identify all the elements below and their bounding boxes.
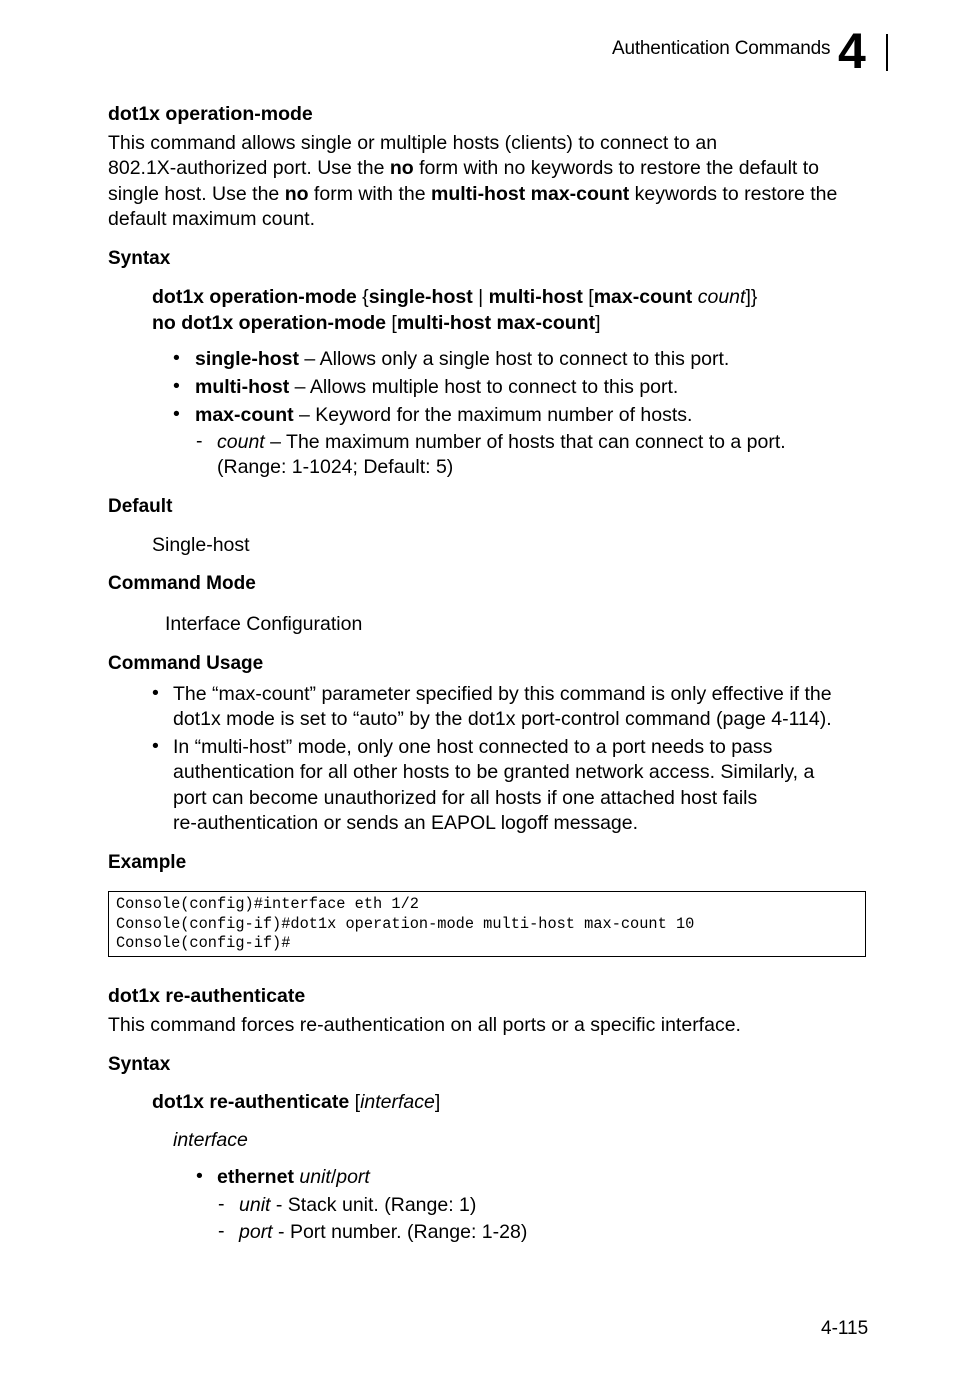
command-mode-heading: Command Mode <box>108 573 256 594</box>
keyword-text: ethernet <box>217 1166 294 1188</box>
sub-param-line <box>217 455 786 480</box>
keyword-text: no dot1x operation-mode <box>152 312 386 334</box>
usage-item <box>173 735 814 836</box>
example-heading: Example <box>108 852 187 873</box>
section2-intro: This command forces re-authentication on all ports or a specific interface. <box>108 1014 741 1036</box>
code-line: Console(config-if)# <box>116 934 291 953</box>
intro-line <box>108 156 837 181</box>
argument-text: interface <box>360 1091 435 1113</box>
usage-line: re-authentication or sends an EAPOL logoff message. <box>173 811 639 834</box>
body-text: | <box>472 286 489 308</box>
dash-marker: - <box>218 1220 225 1242</box>
argument-text: count <box>217 431 265 453</box>
section-heading-re-authenticate: dot1x re-authenticate <box>108 985 306 1007</box>
keyword-text: max-count <box>195 404 294 426</box>
keyword-text: dot1x operation-mode <box>152 286 357 308</box>
keyword-text: multi-host <box>195 376 290 398</box>
body-text: – Keyword for the maximum number of hosts. <box>293 404 693 426</box>
body-text: ] <box>595 312 601 334</box>
body-text: form with the <box>308 182 431 205</box>
argument-text: count <box>697 286 746 308</box>
section-heading-operation-mode: dot1x operation-mode <box>108 103 313 125</box>
bullet-dot: • <box>196 1165 203 1187</box>
argument-text: unit <box>299 1166 331 1188</box>
body-text: (Range: 1-1024; Default: 5) <box>217 456 454 479</box>
keyword-text: max-count <box>593 286 693 308</box>
usage-line: authentication for all other hosts to be granted network access. Similarly, a <box>173 761 815 784</box>
argument-text: unit <box>239 1194 271 1216</box>
running-header-title: Authentication Commands <box>612 38 831 59</box>
syntax-heading: Syntax <box>108 248 171 269</box>
body-text: This command allows single or multiple hosts (clients) to connect to an <box>108 132 718 154</box>
usage-line: The “max-count” parameter specified by this command is only effective if the <box>173 683 832 705</box>
param-name-interface: interface <box>173 1129 248 1151</box>
command-usage-heading: Command Usage <box>108 653 264 674</box>
intro-line <box>108 131 837 156</box>
body-text: keywords to restore the <box>629 182 838 205</box>
body-text: form with no keywords to restore the default to <box>413 157 820 180</box>
keyword-text: single-host <box>195 348 300 370</box>
sub-param-block <box>217 430 786 481</box>
body-text: - Port number. (Range: 1-28) <box>272 1221 528 1243</box>
body-text: single host. Use the <box>108 182 285 205</box>
usage-line: In “multi-host” mode, only one host connected to a port needs to pass <box>173 736 773 758</box>
intro-paragraph <box>108 131 837 232</box>
body-text: { <box>356 286 369 308</box>
syntax-line <box>152 310 757 336</box>
sub-param-line <box>239 1220 527 1245</box>
param-item <box>195 403 692 428</box>
param-item <box>195 375 678 400</box>
code-line: Console(config)#interface eth 1/2 <box>116 895 419 913</box>
param-item-ethernet <box>217 1165 370 1190</box>
body-text: – Allows multiple host to connect to this port. <box>289 376 679 398</box>
bullet-dot: • <box>152 735 159 757</box>
body-text: 802.1X-authorized port. Use the <box>108 157 390 180</box>
keyword-text: dot1x re-authenticate <box>152 1091 350 1113</box>
page-number: 4-115 <box>821 1318 869 1339</box>
keyword-text: multi-host max-count <box>396 312 596 334</box>
keyword-text: no <box>389 157 414 180</box>
dash-marker: - <box>196 430 203 452</box>
bullet-dot: • <box>173 347 180 369</box>
command-mode-value: Interface Configuration <box>165 613 363 635</box>
code-line: Console(config-if)#dot1x operation-mode multi-host max-count 10 <box>116 914 695 933</box>
keyword-text: single-host <box>368 286 473 308</box>
sub-param-line <box>239 1193 476 1218</box>
bullet-dot: • <box>173 403 180 425</box>
intro-line <box>108 207 837 232</box>
body-text: – Allows only a single host to connect to this port. <box>299 348 730 370</box>
keyword-text: no <box>284 182 309 205</box>
body-text: ]} <box>745 286 758 308</box>
body-text: [ <box>582 286 594 308</box>
example-code-box <box>108 891 866 957</box>
bullet-dot: • <box>152 682 159 704</box>
usage-line: dot1x mode is set to “auto” by the dot1x port-control command (page 4-114). <box>173 708 832 731</box>
body-text: [ <box>349 1091 361 1113</box>
syntax-block <box>152 284 757 336</box>
keyword-text: multi-host <box>488 286 583 308</box>
syntax-line-2 <box>152 1090 440 1115</box>
dash-marker: - <box>218 1193 225 1215</box>
syntax-line <box>152 284 757 310</box>
chapter-number: 4 <box>838 23 866 79</box>
body-text: default maximum count. <box>108 207 316 230</box>
body-text: – The maximum number of hosts that can connect to a port. <box>264 431 786 453</box>
default-heading: Default <box>108 496 173 517</box>
bullet-dot: • <box>173 375 180 397</box>
default-value: Single-host <box>152 534 250 556</box>
syntax-heading-2: Syntax <box>108 1054 171 1075</box>
argument-text: port <box>336 1166 370 1188</box>
argument-text: port <box>239 1221 273 1243</box>
header-rule <box>886 34 888 71</box>
usage-line: port can become unauthorized for all hosts if one attached host fails <box>173 786 758 809</box>
body-text: - Stack unit. (Range: 1) <box>270 1194 477 1216</box>
param-item <box>195 347 729 372</box>
body-text: / <box>330 1166 337 1188</box>
keyword-text: multi-host max-count <box>430 182 630 205</box>
body-text: [ <box>386 312 397 334</box>
usage-item <box>173 682 832 733</box>
intro-line <box>108 182 837 207</box>
body-text: ] <box>434 1091 441 1113</box>
sub-param-line <box>217 430 786 455</box>
